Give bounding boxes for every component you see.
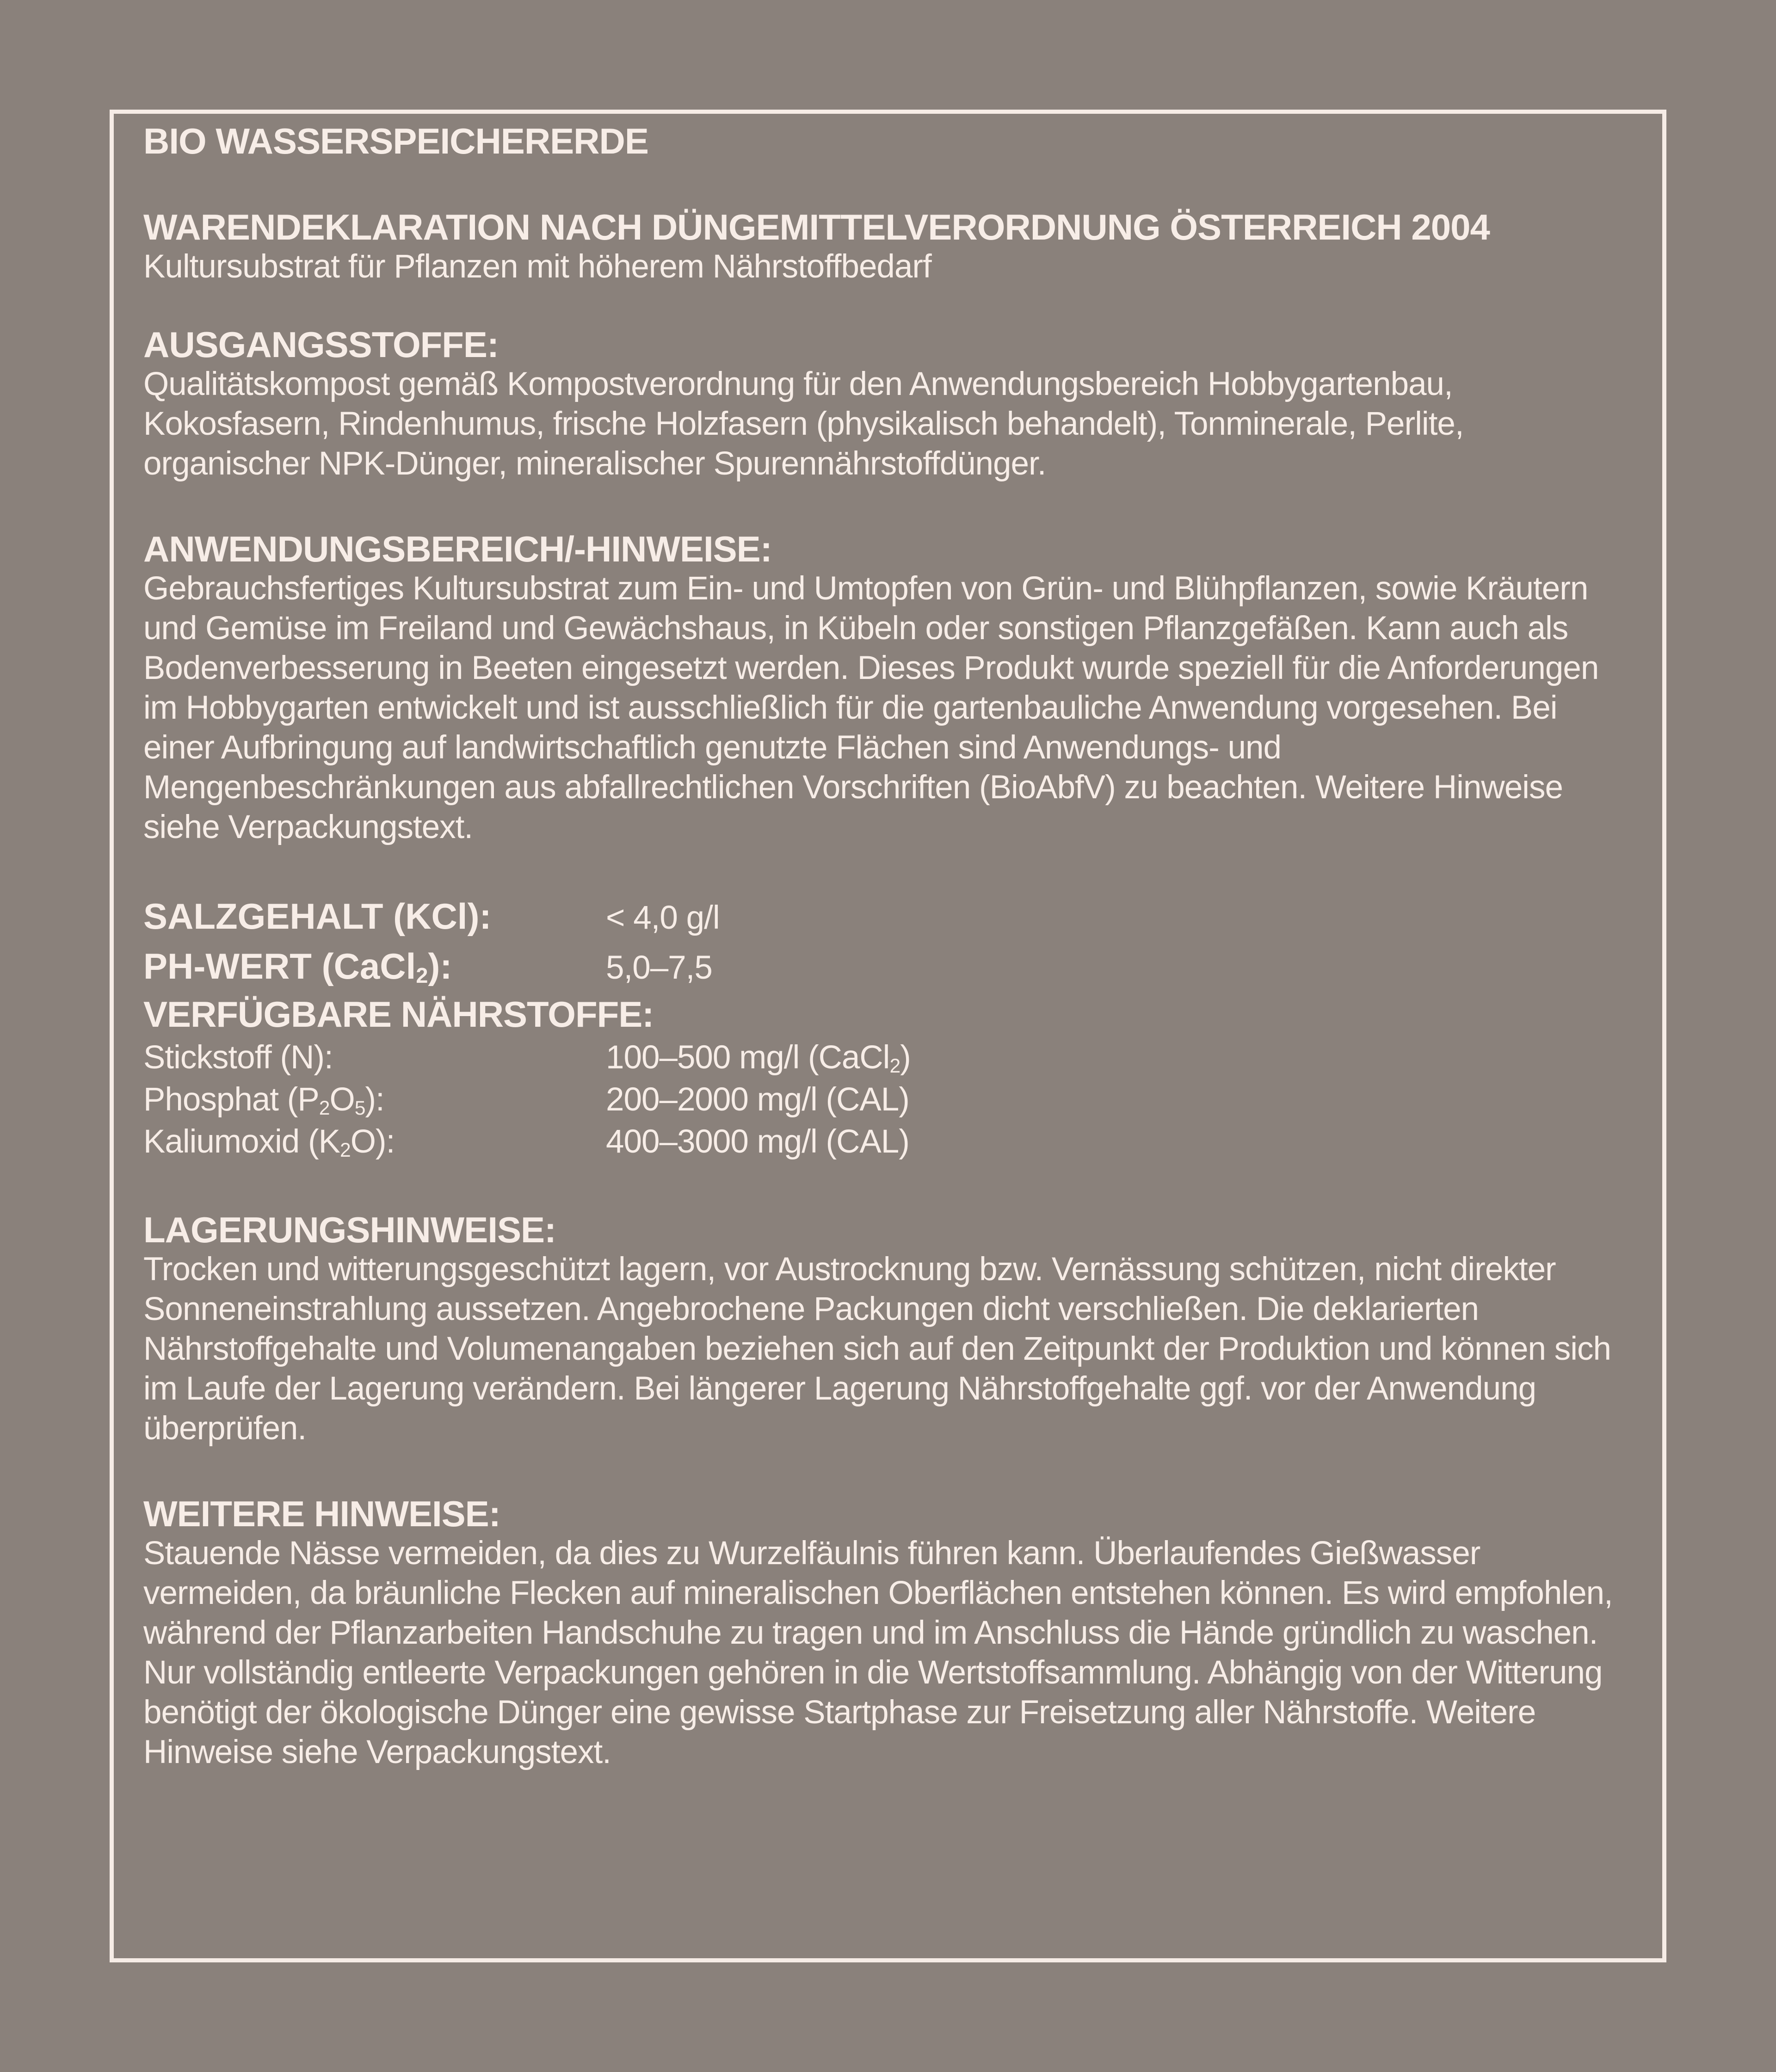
weitere-hinweise-section	[143, 1494, 1628, 1772]
kaliumoxid-label: Kaliumoxid $(K_2O)$:	[143, 1123, 395, 1161]
table-row	[143, 1122, 1628, 1162]
table-row	[143, 1080, 1628, 1120]
declaration-section	[143, 207, 1628, 287]
anwendungsbereich-body: Gebrauchsfertiges Kultursubstrat zum Ein- und Umtopfen von Grün- und Blühpflanzen, sowie Kräutern und Gemüse im Freiland und Gewächshaus, in Kübeln oder sonstigen Pflanzgefäßen. Kann auch als Bodenverbesserung in Beeten eingesetzt werden. Dieses Produkt wurde speziell für die Anforderungen im Hobbygarten entwickelt und ist ausschließlich für die gartenbauliche Anwendung vorgesehen. Bei einer Aufbringung auf landwirtschaftlich genutzte Flächen sind Anwendungs- und Mengenbeschränkungen aus abfallrechtlichen Vorschriften (BioAbfV) zu beachten. Weitere Hinweise siehe Verpackungstext.	[143, 570, 1599, 845]
ausgangsstoffe-heading: AUSGANGSSTOFFE:	[143, 324, 499, 365]
table-row	[143, 946, 1628, 988]
declaration-heading: WARENDEKLARATION NACH DÜNGEMITTELVERORDNUNG ÖSTERREICH 2004	[143, 207, 1490, 247]
salzgehalt-label: SALZGEHALT (KCl):	[143, 896, 492, 937]
product-title: BIO WASSERSPEICHERERDE	[143, 121, 648, 161]
declaration-subtitle: Kultursubstrat für Pflanzen mit höherem Nährstoffbedarf	[143, 248, 931, 285]
anwendungsbereich-heading: ANWENDUNGSBEREICH/-HINWEISE:	[143, 529, 772, 569]
kennwerte-table	[143, 896, 1628, 1162]
salzgehalt-value: < 4,0 g/l	[606, 900, 720, 936]
kaliumoxid-value: 400–3000 mg/l (CAL)	[606, 1123, 909, 1160]
stickstoff-label: Stickstoff (N):	[143, 1039, 333, 1076]
ausgangsstoffe-body: Qualitätskompost gemäß Kompostverordnung für den Anwendungsbereich Hobbygartenbau, Kokosfasern, Rindenhumus, frische Holzfasern (physikalisch behandelt), Tonminerale, Perlite, organischer NPK-Dünger, mineralischer Spurennährstoffdünger.	[143, 366, 1464, 482]
lagerungshinweise-heading: LAGERUNGSHINWEISE:	[143, 1209, 556, 1250]
table-row	[143, 1038, 1628, 1078]
title-section	[143, 121, 1628, 161]
weitere-hinweise-body: Stauende Nässe vermeiden, da dies zu Wurzelfäulnis führen kann. Überlaufendes Gießwasser vermeiden, da bräunliche Flecken auf mineralischen Oberflächen entstehen können. Es wird empfohlen, während der Pflanzarbeiten Handschuhe zu tragen und im Anschluss die Hände gründlich zu waschen. Nur vollständig entleerte Verpackungen gehören in die Wertstoffsammlung. Abhängig von der Witterung benötigt der ökologische Dünger eine gewisse Startphase zur Freisetzung aller Nährstoffe. Weitere Hinweise siehe Verpackungstext.	[143, 1535, 1613, 1770]
ph-wert-value: 5,0–7,5	[606, 950, 712, 986]
phosphat-label: Phosphat $(P_2O_5)$:	[143, 1081, 384, 1119]
ausgangsstoffe-section	[143, 325, 1628, 484]
stickstoff-value: 100–500 mg/l (CaCl$_2$)	[606, 1039, 911, 1077]
ph-wert-label: PH-WERT (CaCl$_2$):	[143, 946, 452, 988]
weitere-hinweise-heading: WEITERE HINWEISE:	[143, 1493, 500, 1534]
table-row	[143, 896, 1628, 938]
declaration-label	[143, 121, 1628, 1772]
naehrstoffe-heading: VERFÜGBARE NÄHRSTOFFE:	[143, 994, 654, 1035]
anwendungsbereich-section	[143, 529, 1628, 847]
phosphat-value: 200–2000 mg/l (CAL)	[606, 1081, 909, 1118]
lagerungshinweise-section	[143, 1210, 1628, 1449]
lagerungshinweise-body: Trocken und witterungsgeschützt lagern, vor Austrocknung bzw. Vernässung schützen, nicht direkter Sonneneinstrahlung aussetzen. Angebrochene Packungen dicht verschließen. Die deklarierten Nährstoffgehalte und Volumenangaben beziehen sich auf den Zeitpunkt der Produktion und können sich im Laufe der Lagerung verändern. Bei längerer Lagerung Nährstoffgehalte ggf. vor der Anwendung überprüfen.	[143, 1251, 1611, 1447]
